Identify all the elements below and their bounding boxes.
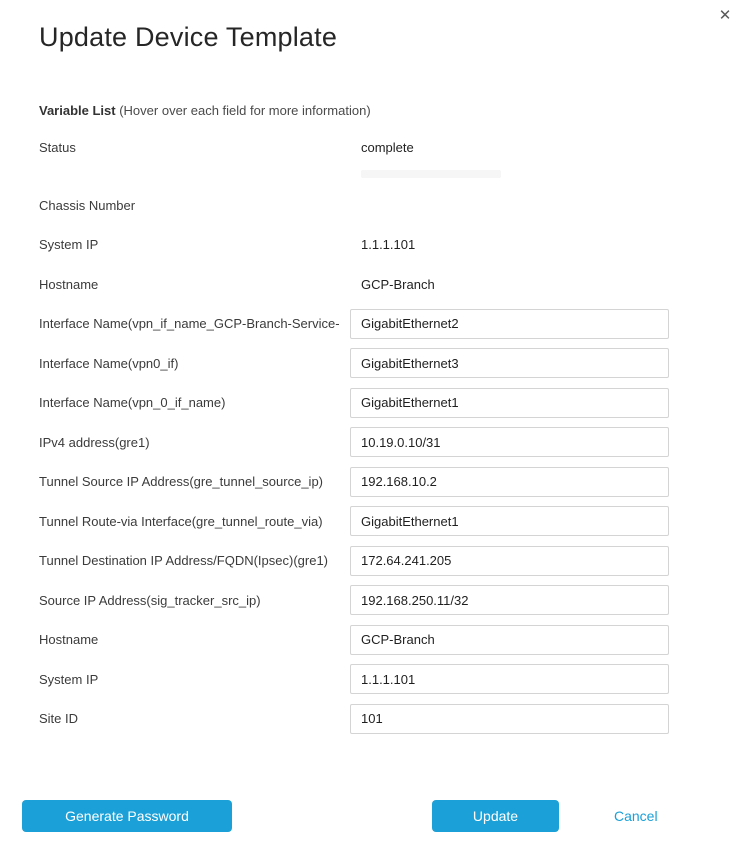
variable-input[interactable] xyxy=(350,467,669,497)
generate-password-button[interactable]: Generate Password xyxy=(22,800,232,832)
variable-label: Source IP Address(sig_tracker_src_ip) xyxy=(39,592,261,608)
variable-label: Tunnel Destination IP Address/FQDN(Ipsec)(gre1) xyxy=(39,553,329,568)
variable-static-value: complete xyxy=(361,139,414,155)
variable-value-cell xyxy=(350,388,669,418)
variable-value-cell xyxy=(350,309,669,339)
variable-value-cell xyxy=(350,704,669,734)
cancel-link[interactable]: Cancel xyxy=(614,808,658,824)
update-button[interactable]: Update xyxy=(432,800,559,832)
variable-input[interactable] xyxy=(350,546,669,576)
variable-static-value: 1.1.1.101 xyxy=(361,237,416,252)
variable-row xyxy=(39,309,669,339)
variable-label: Status xyxy=(39,139,76,155)
close-icon[interactable]: ✕ xyxy=(714,4,736,26)
faded-value-bar xyxy=(361,170,501,178)
variable-value-cell xyxy=(350,132,669,162)
variable-label: Interface Name(vpn_0_if_name) xyxy=(39,395,226,410)
variable-value-cell xyxy=(350,348,669,378)
variable-row xyxy=(39,132,669,162)
variable-row xyxy=(39,467,669,497)
variable-label: System IP xyxy=(39,671,99,687)
variable-input[interactable] xyxy=(350,427,669,457)
variable-label: System IP xyxy=(39,237,99,252)
variable-label: Hostname xyxy=(39,632,99,647)
variable-row xyxy=(39,388,669,418)
dialog-footer xyxy=(0,800,752,833)
variable-input[interactable] xyxy=(350,585,669,615)
variable-label: Hostname xyxy=(39,276,99,292)
variable-input[interactable] xyxy=(350,704,669,734)
variable-label: Site ID xyxy=(39,711,79,726)
variable-value-cell xyxy=(350,585,669,615)
variable-label: Chassis Number xyxy=(39,197,136,213)
variable-value-cell xyxy=(350,190,669,220)
variable-input[interactable] xyxy=(350,506,669,536)
variable-value-cell xyxy=(350,625,669,655)
variable-value-cell xyxy=(350,664,669,694)
variable-value-cell xyxy=(350,546,669,576)
variable-row xyxy=(39,506,669,536)
variable-input[interactable] xyxy=(350,348,669,378)
variable-static-value: GCP-Branch xyxy=(361,276,435,292)
variable-label: Interface Name(vpn0_if) xyxy=(39,355,179,371)
variable-input[interactable] xyxy=(350,625,669,655)
variable-row xyxy=(39,269,669,299)
variable-label: IPv4 address(gre1) xyxy=(39,434,150,450)
variable-row xyxy=(39,190,669,220)
variable-value-cell xyxy=(350,467,669,497)
variable-row xyxy=(39,348,669,378)
variable-label: Tunnel Route-via Interface(gre_tunnel_route_via) xyxy=(39,513,323,529)
variable-row xyxy=(39,585,669,615)
variable-list-label: Variable List xyxy=(39,103,116,118)
variable-rows xyxy=(39,132,669,743)
page-title: Update Device Template xyxy=(39,22,338,52)
variable-value-cell xyxy=(350,230,669,260)
variable-list-heading xyxy=(39,103,371,118)
variable-row xyxy=(39,230,669,260)
faded-chassis-value-row xyxy=(39,170,669,180)
variable-label: Tunnel Source IP Address(gre_tunnel_source_ip) xyxy=(39,474,324,489)
variable-row xyxy=(39,704,669,734)
variable-label: Interface Name(vpn_if_name_GCP-Branch-Service- xyxy=(39,316,340,331)
variable-value-cell xyxy=(350,427,669,457)
variable-list-note: (Hover over each field for more information) xyxy=(119,103,371,118)
variable-input[interactable] xyxy=(350,388,669,418)
variable-row xyxy=(39,427,669,457)
variable-input[interactable] xyxy=(350,309,669,339)
variable-row xyxy=(39,664,669,694)
variable-input[interactable] xyxy=(350,664,669,694)
variable-row xyxy=(39,625,669,655)
variable-value-cell xyxy=(350,269,669,299)
variable-value-cell xyxy=(350,506,669,536)
variable-row xyxy=(39,546,669,576)
